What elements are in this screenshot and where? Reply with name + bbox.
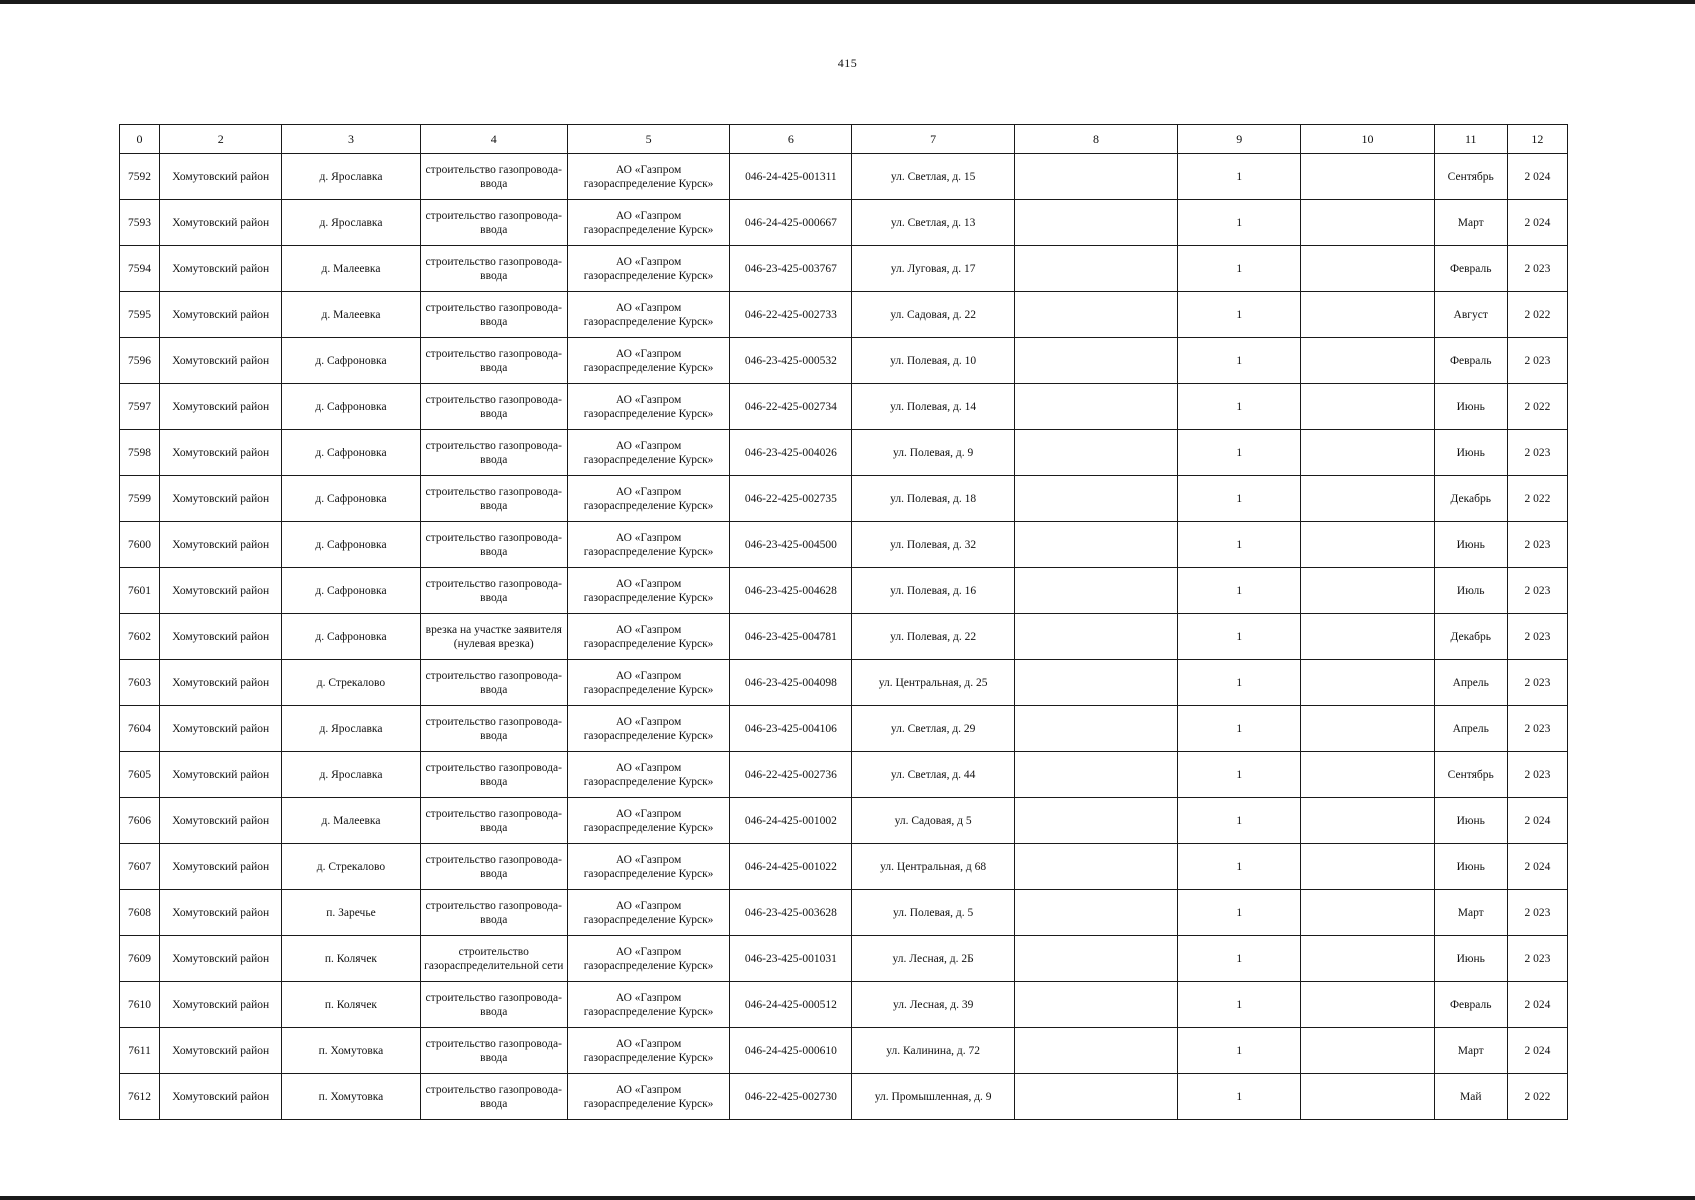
column-header: 8 xyxy=(1014,125,1177,154)
district-name-cell: Хомутовский район xyxy=(160,890,282,936)
settlement-name-cell: п. Заречье xyxy=(282,890,420,936)
quantity-cell: 1 xyxy=(1178,338,1301,384)
application-number-cell: 046-24-425-000512 xyxy=(730,982,852,1028)
column-header: 11 xyxy=(1434,125,1507,154)
column-10-value-cell xyxy=(1301,798,1434,844)
application-number-cell: 046-22-425-002733 xyxy=(730,292,852,338)
month-cell: Февраль xyxy=(1434,246,1507,292)
month-cell: Март xyxy=(1434,890,1507,936)
header-row xyxy=(120,125,1568,154)
scan-border-bottom xyxy=(0,1196,1695,1200)
column-header: 6 xyxy=(730,125,852,154)
application-number-cell: 046-24-425-001022 xyxy=(730,844,852,890)
work-type-cell: строительство газопровода-ввода xyxy=(420,1028,567,1074)
work-type-cell: врезка на участке заявителя (нулевая врезка) xyxy=(420,614,567,660)
table-row xyxy=(120,798,1568,844)
application-number-cell: 046-23-425-004098 xyxy=(730,660,852,706)
work-type-cell: строительство газопровода-ввода xyxy=(420,660,567,706)
year-cell: 2 024 xyxy=(1507,1028,1567,1074)
quantity-cell: 1 xyxy=(1178,154,1301,200)
organization-name-cell: АО «Газпром газораспределение Курск» xyxy=(567,1028,729,1074)
table-row xyxy=(120,936,1568,982)
row-number-cell: 7596 xyxy=(120,338,160,384)
quantity-cell: 1 xyxy=(1178,844,1301,890)
district-name-cell: Хомутовский район xyxy=(160,292,282,338)
application-number-cell: 046-23-425-000532 xyxy=(730,338,852,384)
column-10-value-cell xyxy=(1301,752,1434,798)
year-cell: 2 024 xyxy=(1507,798,1567,844)
column-8-value-cell xyxy=(1014,798,1177,844)
organization-name-cell: АО «Газпром газораспределение Курск» xyxy=(567,982,729,1028)
settlement-name-cell: п. Колячек xyxy=(282,936,420,982)
page-number: 415 xyxy=(837,56,858,70)
address-cell: ул. Полевая, д. 5 xyxy=(852,890,1014,936)
application-number-cell: 046-23-425-004781 xyxy=(730,614,852,660)
district-name-cell: Хомутовский район xyxy=(160,936,282,982)
address-cell: ул. Промышленная, д. 9 xyxy=(852,1074,1014,1120)
organization-name-cell: АО «Газпром газораспределение Курск» xyxy=(567,706,729,752)
table-body xyxy=(120,154,1568,1120)
work-type-cell: строительство газопровода-ввода xyxy=(420,522,567,568)
organization-name-cell: АО «Газпром газораспределение Курск» xyxy=(567,430,729,476)
column-header: 3 xyxy=(282,125,420,154)
settlement-name-cell: д. Сафроновка xyxy=(282,522,420,568)
column-8-value-cell xyxy=(1014,706,1177,752)
work-type-cell: строительство газопровода-ввода xyxy=(420,476,567,522)
table-header xyxy=(120,125,1568,154)
district-name-cell: Хомутовский район xyxy=(160,614,282,660)
row-number-cell: 7611 xyxy=(120,1028,160,1074)
settlement-name-cell: д. Сафроновка xyxy=(282,430,420,476)
quantity-cell: 1 xyxy=(1178,522,1301,568)
column-header: 2 xyxy=(160,125,282,154)
work-type-cell: строительство газопровода-ввода xyxy=(420,706,567,752)
year-cell: 2 022 xyxy=(1507,384,1567,430)
year-cell: 2 023 xyxy=(1507,660,1567,706)
year-cell: 2 023 xyxy=(1507,430,1567,476)
month-cell: Сентябрь xyxy=(1434,154,1507,200)
quantity-cell: 1 xyxy=(1178,200,1301,246)
district-name-cell: Хомутовский район xyxy=(160,246,282,292)
row-number-cell: 7600 xyxy=(120,522,160,568)
organization-name-cell: АО «Газпром газораспределение Курск» xyxy=(567,752,729,798)
row-number-cell: 7605 xyxy=(120,752,160,798)
column-10-value-cell xyxy=(1301,522,1434,568)
column-10-value-cell xyxy=(1301,246,1434,292)
column-10-value-cell xyxy=(1301,936,1434,982)
application-number-cell: 046-24-425-000667 xyxy=(730,200,852,246)
work-type-cell: строительство газораспределительной сети xyxy=(420,936,567,982)
district-name-cell: Хомутовский район xyxy=(160,338,282,384)
organization-name-cell: АО «Газпром газораспределение Курск» xyxy=(567,1074,729,1120)
settlement-name-cell: д. Малеевка xyxy=(282,292,420,338)
quantity-cell: 1 xyxy=(1178,614,1301,660)
work-type-cell: строительство газопровода-ввода xyxy=(420,292,567,338)
district-name-cell: Хомутовский район xyxy=(160,752,282,798)
column-8-value-cell xyxy=(1014,338,1177,384)
scan-border-top xyxy=(0,0,1695,4)
work-type-cell: строительство газопровода-ввода xyxy=(420,1074,567,1120)
table-row xyxy=(120,706,1568,752)
year-cell: 2 023 xyxy=(1507,936,1567,982)
table-row xyxy=(120,384,1568,430)
row-number-cell: 7597 xyxy=(120,384,160,430)
row-number-cell: 7612 xyxy=(120,1074,160,1120)
table-row xyxy=(120,246,1568,292)
application-number-cell: 046-22-425-002730 xyxy=(730,1074,852,1120)
address-cell: ул. Полевая, д. 32 xyxy=(852,522,1014,568)
address-cell: ул. Лесная, д. 2Б xyxy=(852,936,1014,982)
address-cell: ул. Центральная, д. 25 xyxy=(852,660,1014,706)
table-row xyxy=(120,568,1568,614)
application-number-cell: 046-23-425-004026 xyxy=(730,430,852,476)
row-number-cell: 7607 xyxy=(120,844,160,890)
work-type-cell: строительство газопровода-ввода xyxy=(420,752,567,798)
month-cell: Февраль xyxy=(1434,982,1507,1028)
column-10-value-cell xyxy=(1301,890,1434,936)
year-cell: 2 024 xyxy=(1507,154,1567,200)
quantity-cell: 1 xyxy=(1178,384,1301,430)
work-type-cell: строительство газопровода-ввода xyxy=(420,154,567,200)
district-name-cell: Хомутовский район xyxy=(160,1074,282,1120)
table-row xyxy=(120,614,1568,660)
row-number-cell: 7610 xyxy=(120,982,160,1028)
district-name-cell: Хомутовский район xyxy=(160,384,282,430)
column-10-value-cell xyxy=(1301,660,1434,706)
address-cell: ул. Луговая, д. 17 xyxy=(852,246,1014,292)
work-type-cell: строительство газопровода-ввода xyxy=(420,568,567,614)
column-header: 5 xyxy=(567,125,729,154)
year-cell: 2 023 xyxy=(1507,752,1567,798)
registry-table xyxy=(119,124,1568,1120)
row-number-cell: 7604 xyxy=(120,706,160,752)
month-cell: Май xyxy=(1434,1074,1507,1120)
organization-name-cell: АО «Газпром газораспределение Курск» xyxy=(567,384,729,430)
column-8-value-cell xyxy=(1014,292,1177,338)
quantity-cell: 1 xyxy=(1178,752,1301,798)
month-cell: Июль xyxy=(1434,568,1507,614)
year-cell: 2 022 xyxy=(1507,476,1567,522)
column-8-value-cell xyxy=(1014,660,1177,706)
organization-name-cell: АО «Газпром газораспределение Курск» xyxy=(567,568,729,614)
organization-name-cell: АО «Газпром газораспределение Курск» xyxy=(567,522,729,568)
settlement-name-cell: д. Сафроновка xyxy=(282,614,420,660)
column-header: 0 xyxy=(120,125,160,154)
work-type-cell: строительство газопровода-ввода xyxy=(420,338,567,384)
quantity-cell: 1 xyxy=(1178,292,1301,338)
settlement-name-cell: д. Малеевка xyxy=(282,798,420,844)
settlement-name-cell: д. Ярославка xyxy=(282,154,420,200)
address-cell: ул. Садовая, д 5 xyxy=(852,798,1014,844)
column-header: 12 xyxy=(1507,125,1567,154)
work-type-cell: строительство газопровода-ввода xyxy=(420,844,567,890)
column-10-value-cell xyxy=(1301,568,1434,614)
month-cell: Апрель xyxy=(1434,660,1507,706)
row-number-cell: 7606 xyxy=(120,798,160,844)
address-cell: ул. Калинина, д. 72 xyxy=(852,1028,1014,1074)
year-cell: 2 022 xyxy=(1507,1074,1567,1120)
month-cell: Март xyxy=(1434,200,1507,246)
column-10-value-cell xyxy=(1301,200,1434,246)
address-cell: ул. Садовая, д. 22 xyxy=(852,292,1014,338)
application-number-cell: 046-24-425-000610 xyxy=(730,1028,852,1074)
column-10-value-cell xyxy=(1301,1028,1434,1074)
year-cell: 2 023 xyxy=(1507,338,1567,384)
work-type-cell: строительство газопровода-ввода xyxy=(420,246,567,292)
work-type-cell: строительство газопровода-ввода xyxy=(420,200,567,246)
column-10-value-cell xyxy=(1301,1074,1434,1120)
district-name-cell: Хомутовский район xyxy=(160,476,282,522)
month-cell: Март xyxy=(1434,1028,1507,1074)
organization-name-cell: АО «Газпром газораспределение Курск» xyxy=(567,246,729,292)
quantity-cell: 1 xyxy=(1178,476,1301,522)
column-8-value-cell xyxy=(1014,890,1177,936)
row-number-cell: 7595 xyxy=(120,292,160,338)
address-cell: ул. Светлая, д. 29 xyxy=(852,706,1014,752)
table-row xyxy=(120,752,1568,798)
table-row xyxy=(120,1028,1568,1074)
address-cell: ул. Светлая, д. 44 xyxy=(852,752,1014,798)
address-cell: ул. Лесная, д. 39 xyxy=(852,982,1014,1028)
address-cell: ул. Полевая, д. 18 xyxy=(852,476,1014,522)
column-header: 4 xyxy=(420,125,567,154)
settlement-name-cell: д. Ярославка xyxy=(282,706,420,752)
table-row xyxy=(120,292,1568,338)
row-number-cell: 7608 xyxy=(120,890,160,936)
settlement-name-cell: д. Сафроновка xyxy=(282,384,420,430)
application-number-cell: 046-22-425-002736 xyxy=(730,752,852,798)
work-type-cell: строительство газопровода-ввода xyxy=(420,982,567,1028)
quantity-cell: 1 xyxy=(1178,890,1301,936)
quantity-cell: 1 xyxy=(1178,430,1301,476)
quantity-cell: 1 xyxy=(1178,660,1301,706)
year-cell: 2 024 xyxy=(1507,982,1567,1028)
organization-name-cell: АО «Газпром газораспределение Курск» xyxy=(567,660,729,706)
organization-name-cell: АО «Газпром газораспределение Курск» xyxy=(567,890,729,936)
application-number-cell: 046-23-425-004500 xyxy=(730,522,852,568)
settlement-name-cell: д. Сафроновка xyxy=(282,338,420,384)
settlement-name-cell: д. Ярославка xyxy=(282,752,420,798)
column-header: 9 xyxy=(1178,125,1301,154)
organization-name-cell: АО «Газпром газораспределение Курск» xyxy=(567,844,729,890)
table-row xyxy=(120,430,1568,476)
quantity-cell: 1 xyxy=(1178,798,1301,844)
column-header: 7 xyxy=(852,125,1014,154)
organization-name-cell: АО «Газпром газораспределение Курск» xyxy=(567,154,729,200)
quantity-cell: 1 xyxy=(1178,1074,1301,1120)
application-number-cell: 046-22-425-002735 xyxy=(730,476,852,522)
organization-name-cell: АО «Газпром газораспределение Курск» xyxy=(567,292,729,338)
district-name-cell: Хомутовский район xyxy=(160,798,282,844)
column-10-value-cell xyxy=(1301,982,1434,1028)
application-number-cell: 046-23-425-003767 xyxy=(730,246,852,292)
month-cell: Июнь xyxy=(1434,522,1507,568)
settlement-name-cell: д. Стрекалово xyxy=(282,844,420,890)
application-number-cell: 046-23-425-001031 xyxy=(730,936,852,982)
month-cell: Июнь xyxy=(1434,844,1507,890)
settlement-name-cell: д. Сафроновка xyxy=(282,568,420,614)
column-10-value-cell xyxy=(1301,844,1434,890)
year-cell: 2 023 xyxy=(1507,614,1567,660)
column-10-value-cell xyxy=(1301,614,1434,660)
quantity-cell: 1 xyxy=(1178,936,1301,982)
column-8-value-cell xyxy=(1014,1028,1177,1074)
column-8-value-cell xyxy=(1014,844,1177,890)
district-name-cell: Хомутовский район xyxy=(160,1028,282,1074)
organization-name-cell: АО «Газпром газораспределение Курск» xyxy=(567,200,729,246)
year-cell: 2 023 xyxy=(1507,890,1567,936)
row-number-cell: 7609 xyxy=(120,936,160,982)
row-number-cell: 7601 xyxy=(120,568,160,614)
application-number-cell: 046-22-425-002734 xyxy=(730,384,852,430)
year-cell: 2 023 xyxy=(1507,522,1567,568)
settlement-name-cell: д. Сафроновка xyxy=(282,476,420,522)
address-cell: ул. Полевая, д. 22 xyxy=(852,614,1014,660)
organization-name-cell: АО «Газпром газораспределение Курск» xyxy=(567,476,729,522)
settlement-name-cell: д. Стрекалово xyxy=(282,660,420,706)
row-number-cell: 7594 xyxy=(120,246,160,292)
column-header: 10 xyxy=(1301,125,1434,154)
column-10-value-cell xyxy=(1301,384,1434,430)
address-cell: ул. Центральная, д 68 xyxy=(852,844,1014,890)
month-cell: Июнь xyxy=(1434,430,1507,476)
column-8-value-cell xyxy=(1014,154,1177,200)
table-row xyxy=(120,1074,1568,1120)
month-cell: Сентябрь xyxy=(1434,752,1507,798)
district-name-cell: Хомутовский район xyxy=(160,660,282,706)
application-number-cell: 046-24-425-001311 xyxy=(730,154,852,200)
organization-name-cell: АО «Газпром газораспределение Курск» xyxy=(567,338,729,384)
table-row xyxy=(120,200,1568,246)
row-number-cell: 7592 xyxy=(120,154,160,200)
table-row xyxy=(120,982,1568,1028)
row-number-cell: 7599 xyxy=(120,476,160,522)
address-cell: ул. Полевая, д. 16 xyxy=(852,568,1014,614)
application-number-cell: 046-23-425-004106 xyxy=(730,706,852,752)
quantity-cell: 1 xyxy=(1178,982,1301,1028)
month-cell: Август xyxy=(1434,292,1507,338)
column-8-value-cell xyxy=(1014,384,1177,430)
settlement-name-cell: д. Малеевка xyxy=(282,246,420,292)
row-number-cell: 7602 xyxy=(120,614,160,660)
district-name-cell: Хомутовский район xyxy=(160,982,282,1028)
month-cell: Июнь xyxy=(1434,384,1507,430)
organization-name-cell: АО «Газпром газораспределение Курск» xyxy=(567,798,729,844)
year-cell: 2 023 xyxy=(1507,706,1567,752)
row-number-cell: 7593 xyxy=(120,200,160,246)
work-type-cell: строительство газопровода-ввода xyxy=(420,384,567,430)
row-number-cell: 7603 xyxy=(120,660,160,706)
address-cell: ул. Полевая, д. 9 xyxy=(852,430,1014,476)
address-cell: ул. Светлая, д. 13 xyxy=(852,200,1014,246)
quantity-cell: 1 xyxy=(1178,1028,1301,1074)
table-row xyxy=(120,154,1568,200)
year-cell: 2 024 xyxy=(1507,200,1567,246)
work-type-cell: строительство газопровода-ввода xyxy=(420,890,567,936)
table-row xyxy=(120,844,1568,890)
column-8-value-cell xyxy=(1014,752,1177,798)
organization-name-cell: АО «Газпром газораспределение Курск» xyxy=(567,614,729,660)
column-10-value-cell xyxy=(1301,476,1434,522)
row-number-cell: 7598 xyxy=(120,430,160,476)
table-row xyxy=(120,476,1568,522)
settlement-name-cell: п. Хомутовка xyxy=(282,1028,420,1074)
district-name-cell: Хомутовский район xyxy=(160,706,282,752)
year-cell: 2 023 xyxy=(1507,246,1567,292)
table-row xyxy=(120,338,1568,384)
organization-name-cell: АО «Газпром газораспределение Курск» xyxy=(567,936,729,982)
column-8-value-cell xyxy=(1014,568,1177,614)
column-10-value-cell xyxy=(1301,154,1434,200)
month-cell: Декабрь xyxy=(1434,476,1507,522)
column-10-value-cell xyxy=(1301,338,1434,384)
work-type-cell: строительство газопровода-ввода xyxy=(420,430,567,476)
application-number-cell: 046-23-425-003628 xyxy=(730,890,852,936)
column-8-value-cell xyxy=(1014,1074,1177,1120)
district-name-cell: Хомутовский район xyxy=(160,430,282,476)
work-type-cell: строительство газопровода-ввода xyxy=(420,798,567,844)
column-10-value-cell xyxy=(1301,706,1434,752)
application-number-cell: 046-23-425-004628 xyxy=(730,568,852,614)
address-cell: ул. Полевая, д. 14 xyxy=(852,384,1014,430)
column-10-value-cell xyxy=(1301,292,1434,338)
column-8-value-cell xyxy=(1014,246,1177,292)
column-8-value-cell xyxy=(1014,522,1177,568)
address-cell: ул. Полевая, д. 10 xyxy=(852,338,1014,384)
table-row xyxy=(120,660,1568,706)
column-8-value-cell xyxy=(1014,936,1177,982)
table-row xyxy=(120,522,1568,568)
column-8-value-cell xyxy=(1014,200,1177,246)
column-8-value-cell xyxy=(1014,614,1177,660)
district-name-cell: Хомутовский район xyxy=(160,522,282,568)
month-cell: Апрель xyxy=(1434,706,1507,752)
month-cell: Декабрь xyxy=(1434,614,1507,660)
year-cell: 2 022 xyxy=(1507,292,1567,338)
month-cell: Июнь xyxy=(1434,798,1507,844)
settlement-name-cell: д. Ярославка xyxy=(282,200,420,246)
settlement-name-cell: п. Хомутовка xyxy=(282,1074,420,1120)
column-8-value-cell xyxy=(1014,476,1177,522)
column-10-value-cell xyxy=(1301,430,1434,476)
district-name-cell: Хомутовский район xyxy=(160,568,282,614)
column-8-value-cell xyxy=(1014,430,1177,476)
year-cell: 2 024 xyxy=(1507,844,1567,890)
month-cell: Февраль xyxy=(1434,338,1507,384)
table-row xyxy=(120,890,1568,936)
district-name-cell: Хомутовский район xyxy=(160,844,282,890)
settlement-name-cell: п. Колячек xyxy=(282,982,420,1028)
district-name-cell: Хомутовский район xyxy=(160,154,282,200)
quantity-cell: 1 xyxy=(1178,568,1301,614)
column-8-value-cell xyxy=(1014,982,1177,1028)
quantity-cell: 1 xyxy=(1178,246,1301,292)
district-name-cell: Хомутовский район xyxy=(160,200,282,246)
address-cell: ул. Светлая, д. 15 xyxy=(852,154,1014,200)
application-number-cell: 046-24-425-001002 xyxy=(730,798,852,844)
year-cell: 2 023 xyxy=(1507,568,1567,614)
month-cell: Июнь xyxy=(1434,936,1507,982)
quantity-cell: 1 xyxy=(1178,706,1301,752)
